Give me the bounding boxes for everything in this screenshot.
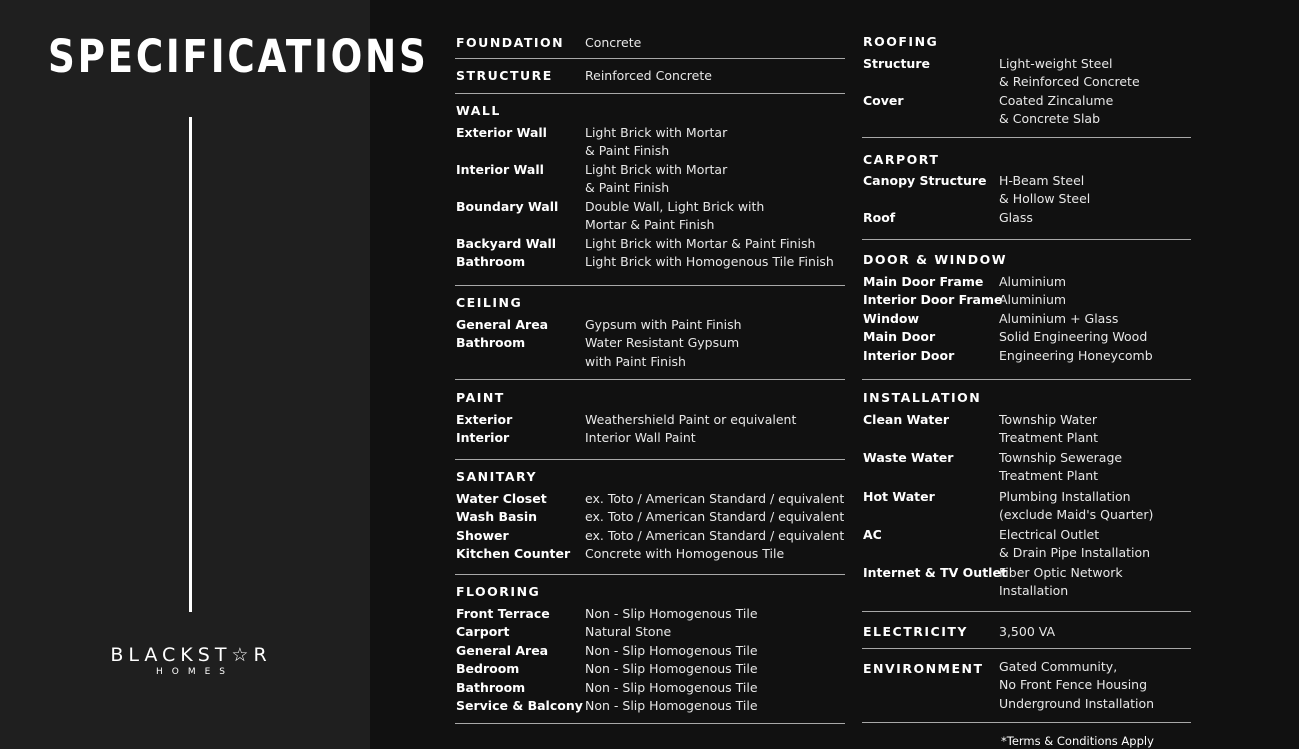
section-heading-installation: INSTALLATION [863, 390, 982, 405]
section-heading-flooring: FLOORING [456, 584, 541, 599]
spec-value: & Paint Finish [585, 180, 670, 196]
spec-value: Aluminium + Glass [999, 310, 1119, 326]
section-heading-electricity: ELECTRICITY [863, 624, 968, 639]
spec-label: AC [863, 527, 882, 542]
spec-label: Kitchen Counter [456, 546, 571, 562]
spec-value: ex. Toto / American Standard / equivalent [585, 491, 845, 506]
brand-name: BLACKST☆R [110, 644, 272, 666]
spec-label: Bathroom [456, 254, 526, 270]
spec-value: Light Brick with Homogenous Tile Finish [585, 254, 834, 270]
section-heading-ceiling: CEILING [456, 295, 523, 310]
divider [455, 379, 845, 380]
page-title: SPECIFICATIONS [48, 30, 429, 83]
spec-label: Internet & TV Outlet [863, 565, 1007, 580]
spec-value: Non - Slip Homogenous Tile [585, 698, 758, 713]
spec-value: Township Sewerage [999, 450, 1123, 465]
spec-label: Boundary Wall [456, 199, 559, 214]
spec-label: Main Door [863, 329, 936, 345]
divider [455, 459, 845, 460]
spec-value: H-Beam Steel [999, 173, 1085, 188]
section-heading-carport: CARPORT [863, 152, 940, 167]
spec-value: Treatment Plant [999, 468, 1099, 484]
spec-value: No Front Fence Housing [999, 677, 1148, 693]
spec-value: Gated Community, [999, 659, 1118, 674]
spec-label: Window [863, 310, 920, 326]
spec-value: Interior Wall Paint [585, 430, 696, 446]
spec-value: Non - Slip Homogenous Tile [585, 661, 758, 677]
vertical-divider [189, 117, 192, 612]
spec-label: Exterior [456, 412, 513, 427]
spec-value: with Paint Finish [585, 353, 686, 369]
divider [862, 648, 1191, 649]
spec-value: Light Brick with Mortar [585, 162, 728, 177]
spec-label: Interior Door Frame [863, 292, 1003, 308]
spec-label: Cover [863, 93, 904, 108]
spec-label: Canopy Structure [863, 173, 987, 188]
divider [862, 611, 1191, 612]
spec-value: Light-weight Steel [999, 56, 1113, 71]
foundation-value: Concrete [585, 35, 642, 50]
spec-value: Weathershield Paint or equivalent [585, 412, 797, 427]
spec-value: Concrete with Homogenous Tile [585, 546, 785, 562]
spec-value: (exclude Maid's Quarter) [999, 507, 1154, 523]
spec-label: Bathroom [456, 679, 526, 695]
spec-value: Solid Engineering Wood [999, 329, 1148, 345]
spec-value: Electrical Outlet [999, 527, 1100, 542]
spec-value: Glass [999, 210, 1033, 225]
spec-value: Double Wall, Light Brick with [585, 199, 765, 214]
spec-label: Exterior Wall [456, 125, 547, 140]
spec-value: Water Resistant Gypsum [585, 335, 740, 351]
spec-label: Clean Water [863, 412, 950, 427]
spec-value: & Drain Pipe Installation [999, 545, 1151, 561]
spec-value: ex. Toto / American Standard / equivalent [585, 509, 845, 525]
spec-label: Interior Door [863, 347, 955, 363]
divider [862, 239, 1191, 240]
divider [862, 137, 1191, 138]
divider [455, 574, 845, 575]
spec-value: Fiber Optic Network [999, 565, 1123, 580]
section-heading-structure: STRUCTURE [456, 68, 553, 83]
section-heading-foundation: FOUNDATION [456, 35, 565, 50]
spec-label: General Area [456, 642, 549, 658]
structure-value: Reinforced Concrete [585, 68, 712, 83]
spec-label: Bedroom [456, 661, 520, 677]
spec-value: Non - Slip Homogenous Tile [585, 642, 758, 658]
spec-label: Bathroom [456, 335, 526, 351]
spec-label: Carport [456, 624, 510, 640]
spec-value: Non - Slip Homogenous Tile [585, 606, 758, 621]
divider [455, 58, 845, 59]
spec-label: Hot Water [863, 489, 935, 504]
section-heading-paint: PAINT [456, 390, 505, 405]
spec-value: Gypsum with Paint Finish [585, 317, 742, 332]
spec-value: Light Brick with Mortar & Paint Finish [585, 235, 816, 251]
section-heading-door-window: DOOR & WINDOW [863, 252, 1008, 267]
spec-label: General Area [456, 317, 549, 332]
spec-label: Main Door Frame [863, 274, 984, 289]
spec-value: Treatment Plant [999, 430, 1099, 446]
spec-label: Waste Water [863, 450, 954, 465]
divider [862, 722, 1191, 723]
spec-label: Water Closet [456, 491, 547, 506]
spec-value: & Hollow Steel [999, 191, 1091, 207]
spec-value: Underground Installation [999, 695, 1155, 711]
spec-value: & Paint Finish [585, 143, 670, 159]
divider [455, 723, 845, 724]
section-heading-environment: ENVIRONMENT [863, 661, 984, 676]
section-heading-roofing: ROOFING [863, 34, 939, 49]
spec-value: Plumbing Installation [999, 489, 1131, 504]
spec-label: Interior Wall [456, 162, 544, 177]
section-heading-wall: WALL [456, 103, 501, 118]
spec-value: Natural Stone [585, 624, 672, 640]
spec-value: Non - Slip Homogenous Tile [585, 679, 758, 695]
spec-label: Service & Balcony [456, 698, 583, 713]
spec-value: Aluminium [999, 292, 1067, 308]
divider [455, 285, 845, 286]
spec-label: Backyard Wall [456, 235, 557, 251]
spec-value: Township Water [999, 412, 1098, 427]
brand-logo [96, 644, 286, 677]
electricity-value: 3,500 VA [999, 624, 1056, 639]
spec-value: Coated Zincalume [999, 93, 1114, 108]
spec-label: Interior [456, 430, 510, 446]
section-heading-sanitary: SANITARY [456, 469, 538, 484]
terms-footnote: *Terms & Conditions Apply [1001, 734, 1154, 748]
brand-subtitle: HOMES [155, 667, 235, 677]
spec-label: Shower [456, 527, 509, 543]
divider [862, 379, 1191, 380]
spec-label: Front Terrace [456, 606, 550, 621]
spec-value: Installation [999, 583, 1069, 599]
spec-value: Aluminium [999, 274, 1067, 289]
spec-value: & Concrete Slab [999, 111, 1101, 127]
spec-value: ex. Toto / American Standard / equivalent [585, 527, 845, 543]
spec-label: Wash Basin [456, 509, 538, 525]
spec-value: & Reinforced Concrete [999, 74, 1140, 90]
spec-value: Engineering Honeycomb [999, 347, 1153, 363]
spec-label: Roof [863, 210, 896, 225]
divider [455, 93, 845, 94]
spec-label: Structure [863, 56, 930, 71]
spec-value: Mortar & Paint Finish [585, 217, 715, 233]
sidebar [0, 0, 429, 749]
spec-value: Light Brick with Mortar [585, 125, 728, 140]
